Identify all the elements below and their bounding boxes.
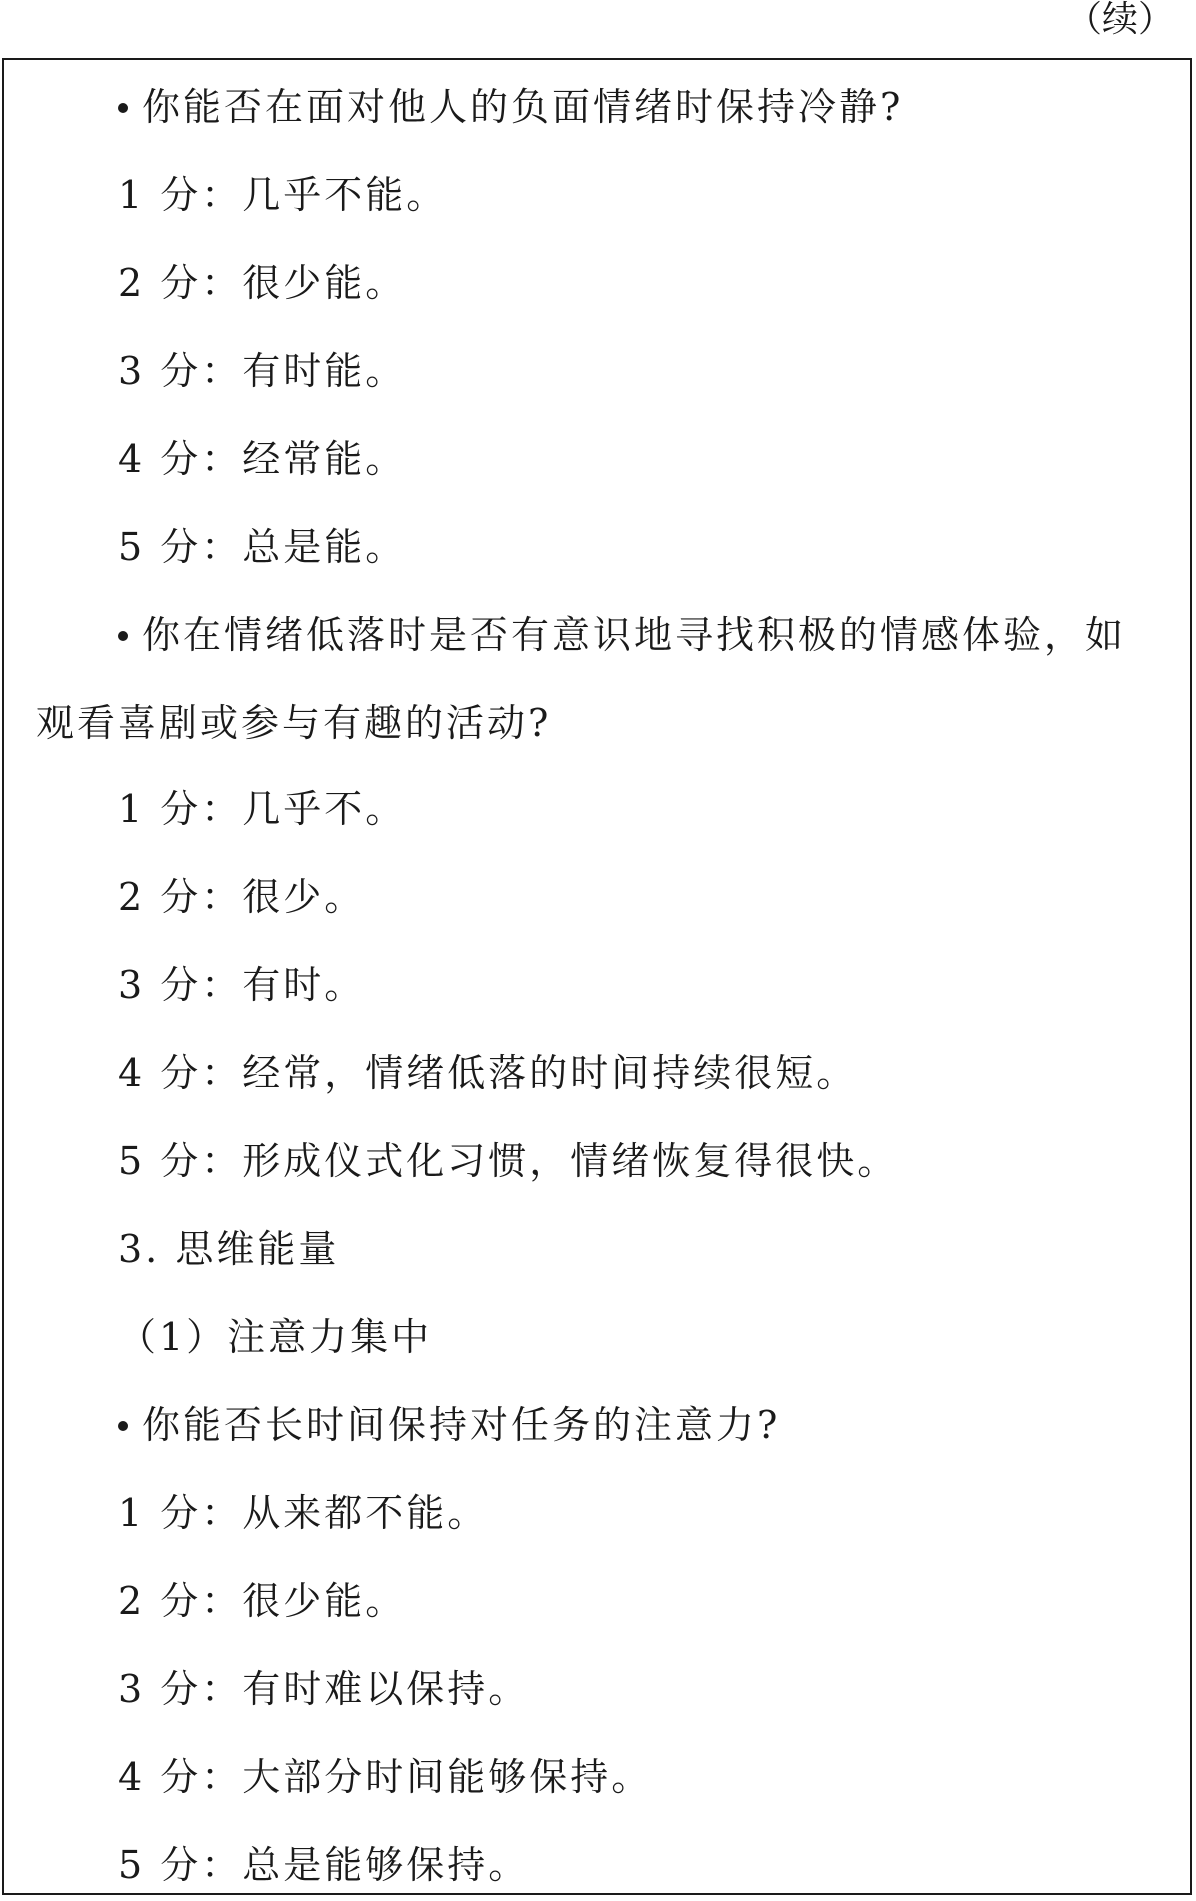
q3-option-2: 2 分：很少能。 (118, 1579, 407, 1623)
q2-option-1: 1 分：几乎不。 (118, 787, 407, 831)
q1-option-5: 5 分：总是能。 (118, 525, 407, 569)
q1-option-1: 1 分：几乎不能。 (118, 173, 448, 217)
q2-option-4: 4 分：经常，情绪低落的时间持续很短。 (118, 1051, 858, 1095)
q3-option-5: 5 分：总是能够保持。 (118, 1843, 530, 1887)
bullet-icon (118, 1421, 128, 1431)
q3-option-4: 4 分：大部分时间能够保持。 (118, 1755, 653, 1799)
bullet-icon (118, 103, 128, 113)
q1-option-2: 2 分：很少能。 (118, 261, 407, 305)
q2-option-3: 3 分：有时。 (118, 963, 366, 1007)
q2-option-5: 5 分：形成仪式化习惯，情绪恢复得很快。 (118, 1139, 899, 1183)
q1-option-4: 4 分：经常能。 (118, 437, 407, 481)
question-3 (118, 1402, 780, 1448)
question-1 (118, 84, 903, 130)
question-1-text: 你能否在面对他人的负面情绪时保持冷静? (142, 85, 904, 129)
bullet-icon (118, 631, 128, 641)
question-2 (118, 612, 1126, 658)
continued-label: （续） (1065, 0, 1174, 40)
q2-option-2: 2 分：很少。 (118, 875, 366, 919)
section-heading: 3. 思维能量 (118, 1227, 340, 1271)
q3-option-3: 3 分：有时难以保持。 (118, 1667, 530, 1711)
question-2-text-line1: 你在情绪低落时是否有意识地寻找积极的情感体验，如 (142, 613, 1127, 657)
q1-option-3: 3 分：有时能。 (118, 349, 407, 393)
section-subheading: （1）注意力集中 (118, 1315, 433, 1359)
question-3-text: 你能否长时间保持对任务的注意力? (142, 1403, 781, 1447)
q3-option-1: 1 分：从来都不能。 (118, 1491, 489, 1535)
question-2-text-line2: 观看喜剧或参与有趣的活动? (36, 701, 552, 745)
